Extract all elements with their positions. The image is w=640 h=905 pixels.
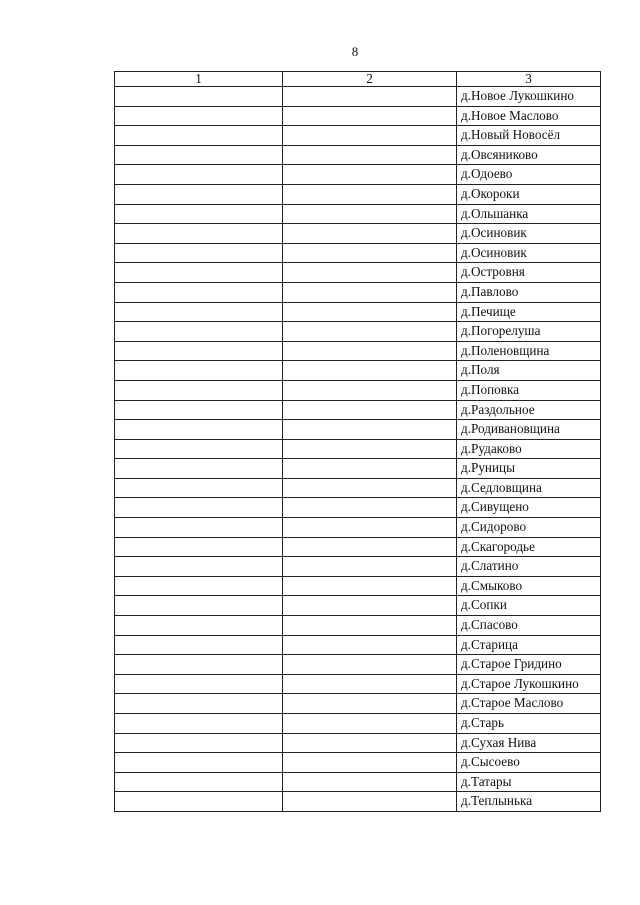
settlement-name-cell: д.Печище: [457, 302, 601, 322]
empty-cell: [283, 537, 457, 557]
empty-cell: [283, 224, 457, 244]
empty-cell: [115, 459, 283, 479]
table-row: [115, 576, 601, 596]
empty-cell: [115, 400, 283, 420]
settlement-name-cell: д.Погорелуша: [457, 322, 601, 342]
empty-cell: [283, 498, 457, 518]
empty-cell: [283, 380, 457, 400]
table-body: [115, 87, 601, 812]
table-row: [115, 439, 601, 459]
settlement-name-cell: д.Новое Лукошкино: [457, 87, 601, 107]
table-row: [115, 302, 601, 322]
settlement-name-cell: д.Руницы: [457, 459, 601, 479]
settlement-name-cell: д.Островня: [457, 263, 601, 283]
empty-cell: [115, 341, 283, 361]
empty-cell: [283, 576, 457, 596]
settlement-name-cell: д.Раздольное: [457, 400, 601, 420]
empty-cell: [115, 87, 283, 107]
empty-cell: [283, 792, 457, 812]
empty-cell: [283, 126, 457, 146]
empty-cell: [115, 674, 283, 694]
settlement-name-cell: д.Окороки: [457, 184, 601, 204]
empty-cell: [115, 165, 283, 185]
empty-cell: [115, 753, 283, 773]
empty-cell: [283, 361, 457, 381]
table-row: [115, 655, 601, 675]
table-row: [115, 557, 601, 577]
empty-cell: [115, 322, 283, 342]
page-number: 8: [351, 44, 359, 59]
settlement-name-cell: д.Спасово: [457, 616, 601, 636]
empty-cell: [115, 616, 283, 636]
settlement-name-cell: д.Новое Маслово: [457, 106, 601, 126]
table-row: [115, 733, 601, 753]
empty-cell: [283, 694, 457, 714]
table-row: [115, 753, 601, 773]
table-row: [115, 459, 601, 479]
empty-cell: [115, 420, 283, 440]
empty-cell: [115, 655, 283, 675]
empty-cell: [115, 518, 283, 538]
empty-cell: [283, 439, 457, 459]
empty-cell: [283, 341, 457, 361]
table-row: [115, 165, 601, 185]
empty-cell: [115, 302, 283, 322]
table-row: [115, 478, 601, 498]
column-header-2: 2: [283, 72, 457, 87]
empty-cell: [283, 596, 457, 616]
empty-cell: [283, 184, 457, 204]
table-row: [115, 361, 601, 381]
table-row: [115, 714, 601, 734]
table-row: [115, 518, 601, 538]
column-header-1: 1: [115, 72, 283, 87]
empty-cell: [115, 380, 283, 400]
table-row: [115, 420, 601, 440]
settlement-name-cell: д.Родивановщина: [457, 420, 601, 440]
empty-cell: [283, 165, 457, 185]
empty-cell: [283, 635, 457, 655]
empty-cell: [283, 400, 457, 420]
settlement-name-cell: д.Смыково: [457, 576, 601, 596]
empty-cell: [115, 282, 283, 302]
table-row: [115, 126, 601, 146]
table-header-row: [115, 72, 601, 87]
empty-cell: [115, 635, 283, 655]
empty-cell: [283, 145, 457, 165]
empty-cell: [283, 87, 457, 107]
empty-cell: [283, 459, 457, 479]
empty-cell: [115, 733, 283, 753]
settlement-name-cell: д.Старое Маслово: [457, 694, 601, 714]
settlement-name-cell: д.Татары: [457, 772, 601, 792]
settlement-name-cell: д.Поленовщина: [457, 341, 601, 361]
table-row: [115, 282, 601, 302]
table-row: [115, 263, 601, 283]
empty-cell: [283, 282, 457, 302]
table-row: [115, 694, 601, 714]
empty-cell: [115, 184, 283, 204]
table-row: [115, 635, 601, 655]
empty-cell: [115, 694, 283, 714]
settlement-name-cell: д.Старое Гридино: [457, 655, 601, 675]
empty-cell: [115, 126, 283, 146]
column-header-3: 3: [457, 72, 601, 87]
empty-cell: [115, 224, 283, 244]
table-row: [115, 792, 601, 812]
empty-cell: [115, 498, 283, 518]
empty-cell: [283, 557, 457, 577]
empty-cell: [283, 478, 457, 498]
empty-cell: [115, 478, 283, 498]
empty-cell: [283, 302, 457, 322]
empty-cell: [283, 518, 457, 538]
settlements-table: [114, 71, 601, 812]
settlement-name-cell: д.Сивущено: [457, 498, 601, 518]
table-row: [115, 341, 601, 361]
empty-cell: [283, 420, 457, 440]
settlement-name-cell: д.Рудаково: [457, 439, 601, 459]
table-row: [115, 322, 601, 342]
table-row: [115, 616, 601, 636]
table-row: [115, 772, 601, 792]
empty-cell: [115, 576, 283, 596]
settlement-name-cell: д.Сысоево: [457, 753, 601, 773]
empty-cell: [283, 674, 457, 694]
settlement-name-cell: д.Теплынька: [457, 792, 601, 812]
empty-cell: [283, 753, 457, 773]
table-row: [115, 400, 601, 420]
settlement-name-cell: д.Овсяниково: [457, 145, 601, 165]
empty-cell: [115, 263, 283, 283]
settlement-name-cell: д.Сопки: [457, 596, 601, 616]
table-row: [115, 243, 601, 263]
table-row: [115, 87, 601, 107]
table-row: [115, 380, 601, 400]
settlement-name-cell: д.Одоево: [457, 165, 601, 185]
empty-cell: [283, 204, 457, 224]
settlement-name-cell: д.Старое Лукошкино: [457, 674, 601, 694]
table-row: [115, 498, 601, 518]
empty-cell: [283, 243, 457, 263]
table-row: [115, 145, 601, 165]
table-row: [115, 204, 601, 224]
settlement-name-cell: д.Сухая Нива: [457, 733, 601, 753]
empty-cell: [115, 243, 283, 263]
settlement-name-cell: д.Слатино: [457, 557, 601, 577]
empty-cell: [115, 772, 283, 792]
empty-cell: [283, 733, 457, 753]
empty-cell: [115, 106, 283, 126]
empty-cell: [115, 439, 283, 459]
settlement-name-cell: д.Скагородье: [457, 537, 601, 557]
empty-cell: [115, 204, 283, 224]
settlement-name-cell: д.Осиновик: [457, 224, 601, 244]
settlement-name-cell: д.Старица: [457, 635, 601, 655]
table-row: [115, 674, 601, 694]
settlement-name-cell: д.Ольшанка: [457, 204, 601, 224]
settlement-name-cell: д.Осиновик: [457, 243, 601, 263]
empty-cell: [115, 537, 283, 557]
settlement-name-cell: д.Поповка: [457, 380, 601, 400]
empty-cell: [283, 106, 457, 126]
table-row: [115, 224, 601, 244]
empty-cell: [115, 361, 283, 381]
settlement-name-cell: д.Старь: [457, 714, 601, 734]
settlement-name-cell: д.Павлово: [457, 282, 601, 302]
empty-cell: [283, 772, 457, 792]
empty-cell: [115, 714, 283, 734]
empty-cell: [283, 616, 457, 636]
table-row: [115, 596, 601, 616]
empty-cell: [115, 792, 283, 812]
table-row: [115, 184, 601, 204]
empty-cell: [115, 596, 283, 616]
settlement-name-cell: д.Поля: [457, 361, 601, 381]
empty-cell: [115, 557, 283, 577]
table-row: [115, 537, 601, 557]
empty-cell: [283, 322, 457, 342]
empty-cell: [115, 145, 283, 165]
settlement-name-cell: д.Седловщина: [457, 478, 601, 498]
empty-cell: [283, 655, 457, 675]
empty-cell: [283, 714, 457, 734]
empty-cell: [283, 263, 457, 283]
table-row: [115, 106, 601, 126]
settlement-name-cell: д.Сидорово: [457, 518, 601, 538]
settlement-name-cell: д.Новый Новосёл: [457, 126, 601, 146]
